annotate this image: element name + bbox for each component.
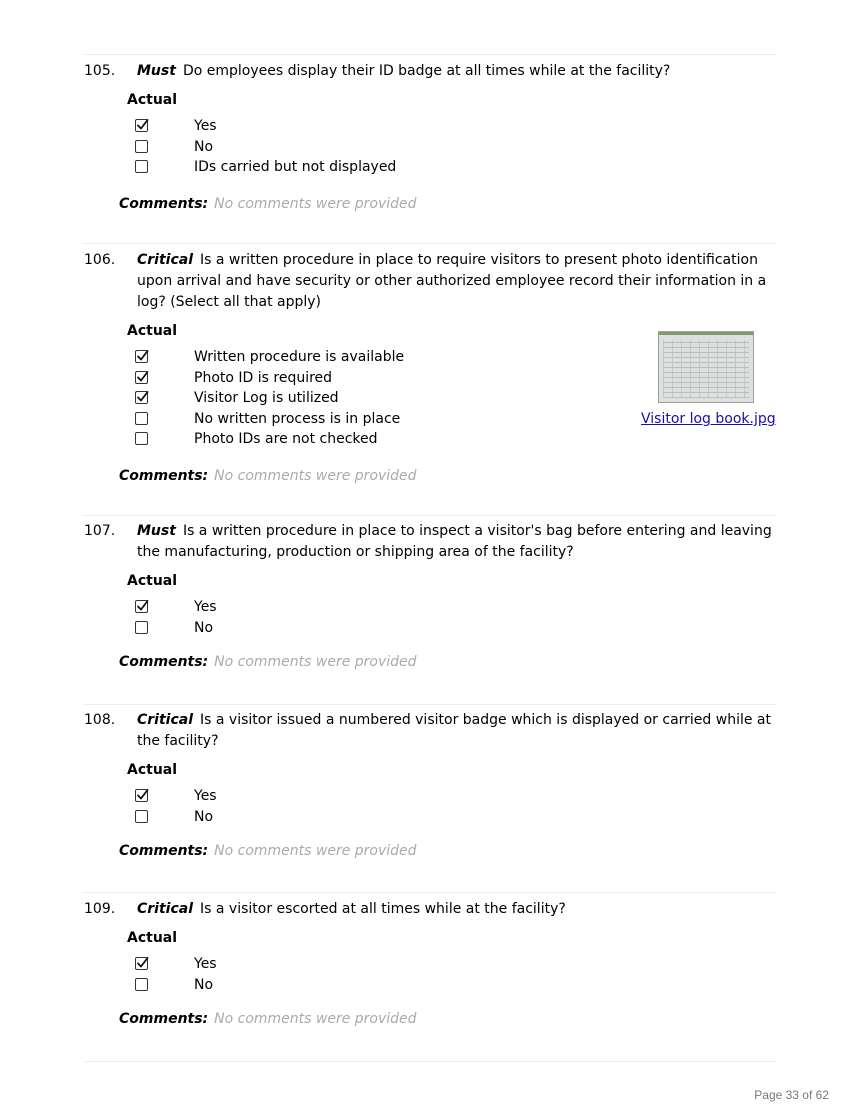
option-label: IDs carried but not displayed xyxy=(194,159,397,175)
options-list xyxy=(135,597,776,638)
option-label: No written process is in place xyxy=(194,410,401,427)
actual-label: Actual xyxy=(127,92,178,108)
checkbox-checked[interactable] xyxy=(135,371,148,384)
options-list xyxy=(135,954,776,995)
comments-value: No comments were provided xyxy=(214,1011,417,1027)
requirement-level: Critical xyxy=(137,712,194,728)
divider xyxy=(84,704,776,705)
checkbox-checked[interactable] xyxy=(135,119,148,132)
question-text-block xyxy=(137,899,776,920)
option-item xyxy=(135,975,776,996)
comments-label: Comments: xyxy=(119,843,209,859)
question-number: 106. xyxy=(84,252,116,268)
question-text-block xyxy=(137,710,776,752)
question-text-block xyxy=(137,61,776,82)
checkbox-checked[interactable] xyxy=(135,957,148,970)
divider xyxy=(84,515,776,516)
option-item xyxy=(135,786,776,807)
option-item xyxy=(135,597,776,618)
option-label: Yes xyxy=(194,118,217,134)
question-106 xyxy=(84,250,776,486)
question-text-block xyxy=(137,521,776,563)
comments-label: Comments: xyxy=(119,1011,209,1027)
question-header xyxy=(84,521,776,563)
option-item xyxy=(135,116,776,137)
question-text: Is a written procedure in place to require visitors to present photo identification upon arrival and have security or other authorized employee record their information in a log? (Select all that apply) xyxy=(137,252,767,310)
checkbox-checked[interactable] xyxy=(135,350,148,363)
question-text-block xyxy=(137,250,776,313)
option-label: Yes xyxy=(194,599,217,615)
checkbox-checked[interactable] xyxy=(135,391,148,404)
checkbox-unchecked[interactable] xyxy=(135,140,148,153)
option-label: No xyxy=(194,619,214,636)
checkmark-icon xyxy=(135,787,150,802)
actual-label: Actual xyxy=(127,323,178,339)
divider xyxy=(84,243,776,244)
question-text: Is a written procedure in place to inspect a visitor's bag before entering and leaving the manufacturing, production or shipping area of the facility? xyxy=(137,523,772,560)
question-number: 105. xyxy=(84,63,116,79)
question-header xyxy=(84,61,776,82)
question-header xyxy=(84,899,776,920)
option-item xyxy=(135,137,776,158)
checkmark-icon xyxy=(135,348,150,363)
option-label: Written procedure is available xyxy=(194,349,405,365)
checkmark-icon xyxy=(135,117,150,132)
checkbox-unchecked[interactable] xyxy=(135,810,148,823)
requirement-level: Critical xyxy=(137,252,194,268)
option-item xyxy=(135,807,776,828)
option-label: Photo IDs are not checked xyxy=(194,431,378,447)
page-number: Page 33 of 62 xyxy=(754,1088,829,1102)
option-label: Yes xyxy=(194,956,217,972)
checkbox-unchecked[interactable] xyxy=(135,432,148,445)
actual-label: Actual xyxy=(127,573,178,589)
question-number: 107. xyxy=(84,523,116,539)
option-label: Yes xyxy=(194,788,217,804)
comments-value: No comments were provided xyxy=(214,654,417,670)
option-item xyxy=(135,429,776,450)
checkmark-icon xyxy=(135,598,150,613)
checkmark-icon xyxy=(135,369,150,384)
comments-value: No comments were provided xyxy=(214,843,417,859)
question-109 xyxy=(84,899,776,1029)
divider xyxy=(84,54,776,55)
option-label: Photo ID is required xyxy=(194,369,333,386)
divider xyxy=(84,1061,776,1062)
comments-label: Comments: xyxy=(119,195,209,212)
checkmark-icon xyxy=(135,389,150,404)
options-list xyxy=(135,116,776,178)
comments xyxy=(119,466,776,486)
question-text: Is a visitor issued a numbered visitor badge which is displayed or carried while at the facility? xyxy=(137,712,771,749)
question-text: Is a visitor escorted at all times while at the facility? xyxy=(200,901,566,917)
option-label: No xyxy=(194,976,214,993)
question-header xyxy=(84,250,776,313)
comments xyxy=(119,194,776,214)
question-number: 109. xyxy=(84,901,116,917)
checkbox-unchecked[interactable] xyxy=(135,160,148,173)
actual-label: Actual xyxy=(127,762,178,778)
attachment-thumbnail[interactable] xyxy=(658,331,754,403)
attachment-link[interactable]: Visitor log book.jpg xyxy=(641,411,776,427)
question-108 xyxy=(84,710,776,861)
comments xyxy=(119,652,776,672)
option-item xyxy=(135,618,776,639)
options-list xyxy=(135,786,776,827)
actual-label: Actual xyxy=(127,930,178,946)
requirement-level: Critical xyxy=(137,901,194,917)
option-item xyxy=(135,954,776,975)
question-number: 108. xyxy=(84,712,116,728)
checkbox-unchecked[interactable] xyxy=(135,978,148,991)
comments-value: No comments were provided xyxy=(214,195,417,212)
question-105 xyxy=(84,61,776,214)
option-label: No xyxy=(194,808,214,825)
comments-label: Comments: xyxy=(119,654,209,670)
checkbox-unchecked[interactable] xyxy=(135,621,148,634)
checkbox-checked[interactable] xyxy=(135,600,148,613)
option-label: No xyxy=(194,138,214,155)
comments xyxy=(119,841,776,861)
checkbox-unchecked[interactable] xyxy=(135,412,148,425)
divider xyxy=(84,892,776,893)
checkmark-icon xyxy=(135,955,150,970)
requirement-level: Must xyxy=(137,523,176,539)
comments xyxy=(119,1009,776,1029)
option-item xyxy=(135,157,776,178)
comments-label: Comments: xyxy=(119,467,209,484)
attachment xyxy=(641,331,776,427)
checkbox-checked[interactable] xyxy=(135,789,148,802)
option-label: Visitor Log is utilized xyxy=(194,390,339,406)
question-header xyxy=(84,710,776,752)
comments-value: No comments were provided xyxy=(214,467,417,484)
requirement-level: Must xyxy=(137,63,176,79)
question-107 xyxy=(84,521,776,672)
question-text: Do employees display their ID badge at all times while at the facility? xyxy=(182,63,671,79)
